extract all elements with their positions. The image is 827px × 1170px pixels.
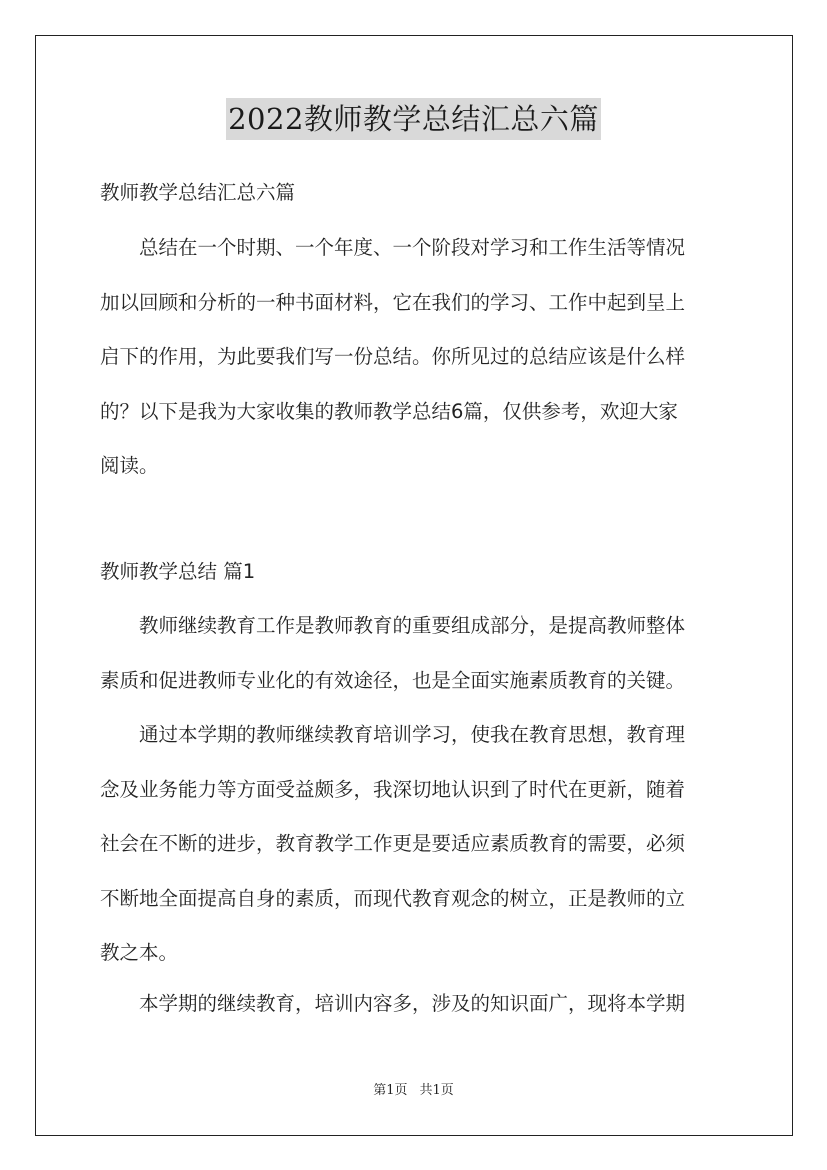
paragraph-line: 教师继续教育工作是教师教育的重要组成部分，是提高教师整体 <box>139 614 686 637</box>
paragraph-line: 社会在不断的进步，教育教学工作更是要适应素质教育的需要，必须 <box>100 832 686 855</box>
paragraph-line: 素质和促进教师专业化的有效途径，也是全面实施素质教育的关键。 <box>100 668 686 692</box>
paragraph-line: 本学期的继续教育，培训内容多，涉及的知识面广，现将本学期 <box>139 992 686 1015</box>
paragraph-line: 不断地全面提高自身的素质，而现代教育观念的树立，正是教师的立 <box>100 886 686 910</box>
title-container <box>0 98 827 140</box>
section-heading: 教师教学总结 篇1 <box>100 560 256 583</box>
intro-line: 阅读。 <box>100 454 159 477</box>
section1-paragraph-3 <box>100 977 728 1032</box>
paragraph-line: 通过本学期的教师继续教育培训学习，使我在教育思想，教育理 <box>139 723 686 746</box>
page-number: 第1页 <box>373 1083 408 1098</box>
paragraph-line: 教之本。 <box>100 941 179 964</box>
paragraph-line: 念及业务能力等方面受益颇多，我深切地认识到了时代在更新，随着 <box>100 777 686 801</box>
page-footer <box>0 1081 827 1101</box>
document-title: 2022教师教学总结汇总六篇 <box>226 98 601 140</box>
intro-line: 总结在一个时期、一个年度、一个阶段对学习和工作生活等情况 <box>139 236 686 259</box>
intro-line: 启下的作用，为此要我们写一份总结。你所见过的总结应该是什么样 <box>100 345 686 368</box>
section1-paragraph-1 <box>100 599 728 708</box>
intro-paragraph <box>100 221 728 494</box>
intro-line: 加以回顾和分析的一种书面材料，它在我们的学习、工作中起到呈上 <box>100 290 686 314</box>
intro-line: 的？以下是我为大家收集的教师教学总结6篇，仅供参考，欢迎大家 <box>100 399 678 423</box>
document-subtitle: 教师教学总结汇总六篇 <box>100 181 296 204</box>
page-total: 共1页 <box>419 1083 454 1098</box>
section1-paragraph-2 <box>100 708 728 981</box>
